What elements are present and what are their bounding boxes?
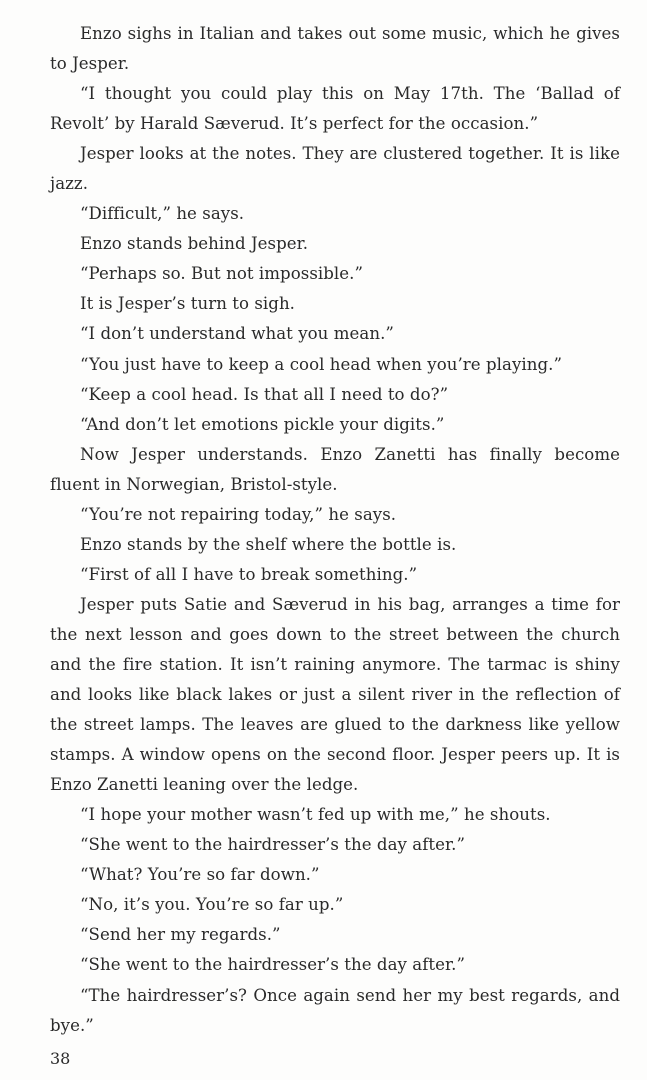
paragraph: “Perhaps so. But not impossible.” bbox=[80, 264, 364, 284]
page-number: 38 bbox=[50, 1049, 71, 1068]
paragraph: “And don’t let emotions pickle your digits.” bbox=[80, 414, 445, 434]
paragraph: “I don’t understand what you mean.” bbox=[80, 324, 394, 344]
paragraph: “She went to the hairdresser’s the day after.” bbox=[80, 835, 466, 855]
paragraph: “You just have to keep a cool head when you’re playing.” bbox=[80, 354, 562, 374]
paragraph: “The hairdresser’s? Once again send her my best regards, and bye.” bbox=[50, 985, 620, 1035]
paragraph: “No, it’s you. You’re so far up.” bbox=[80, 895, 344, 915]
paragraph: “First of all I have to break something.” bbox=[80, 564, 418, 584]
paragraph: “Send her my regards.” bbox=[80, 925, 281, 945]
paragraph: Enzo sighs in Italian and takes out some music, which he gives to Jesper. bbox=[50, 24, 620, 74]
paragraph: Enzo stands behind Jesper. bbox=[80, 234, 309, 254]
paragraph: “You’re not repairing today,” he says. bbox=[80, 504, 397, 524]
paragraph: Jesper puts Satie and Sæverud in his bag, arranges a time for the next lesson and goes down to the street between the church and the fire station. It isn’t raining anymore. The tarmac is shiny and looks like black lakes or just a silent river in the reflection of the street lamps. The leaves are glued to the darkness like yellow stamps. A window opens on the second floor. Jesper peers up. It is Enzo Zanetti leaning over the ledge. bbox=[50, 594, 620, 795]
paragraph: “I thought you could play this on May 17th. The ‘Ballad of Revolt’ by Harald Sæverud. It’s perfect for the occasion.” bbox=[50, 84, 620, 134]
paragraph: Now Jesper understands. Enzo Zanetti has finally become fluent in Norwegian, Bristol-style. bbox=[50, 444, 620, 494]
paragraph: “Keep a cool head. Is that all I need to do?” bbox=[80, 384, 449, 404]
paragraph: “Difficult,” he says. bbox=[80, 204, 245, 224]
paragraph: “She went to the hairdresser’s the day after.” bbox=[80, 955, 466, 975]
paragraph: Enzo stands by the shelf where the bottle is. bbox=[80, 534, 457, 554]
paragraph: Jesper looks at the notes. They are clustered together. It is like jazz. bbox=[50, 144, 620, 194]
paragraph: “What? You’re so far down.” bbox=[80, 865, 320, 885]
paragraph: “I hope your mother wasn’t fed up with me,” he shouts. bbox=[80, 805, 551, 825]
body-text bbox=[50, 19, 620, 1041]
paragraph: It is Jesper’s turn to sigh. bbox=[80, 294, 296, 314]
